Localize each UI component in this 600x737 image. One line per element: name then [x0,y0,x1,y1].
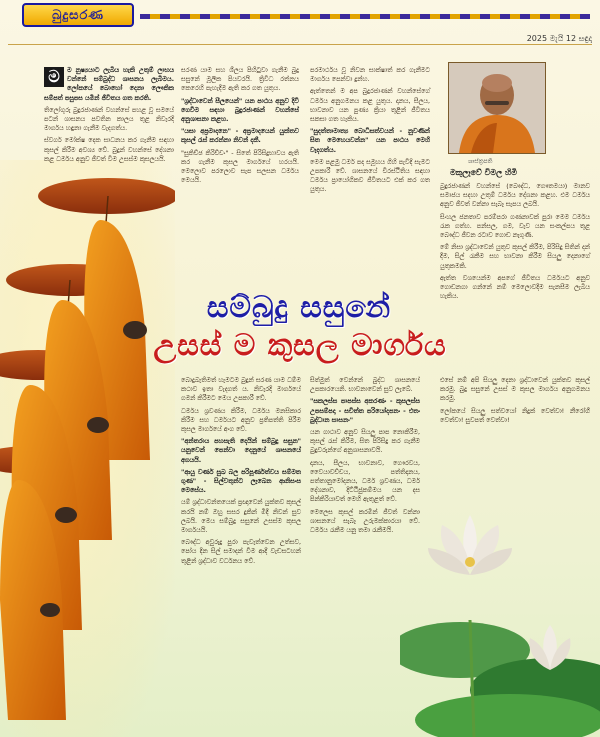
paragraph: දානය, සීලය, භාවනාව, ගෞරවය, වෛයාවච්චය, පත්තිදානය, පත්තානුමෝදනය, ධර්ම ශ්‍රවණය, ධර්ම දේශනාව, දිට්ඨිජුකම්මය යන දස පින්කිරියාවත් මෙහි ඇතුළත් වේ. [310,458,420,504]
paragraph: ඇත්තෙන් ම අප බුදුරජාණන් වහන්සේගේ ධර්මය අනුගමනය කළ යුතුය. දානය, සීලය, භාවනාව යන පුණ්‍ය ක්‍රියා තුළින් ජීවිතය සකසා ගත හැකිය. [310,87,430,124]
paragraph: සරණ යාම සහ ශීලය පිහිටුවා ගැනීම බුදු සසුනේ මූලික පියවරයි. ත්‍රිවිධ රත්නය කෙරෙහි පැහැදීම ඇති කර ගත යුතුය. [181,66,299,93]
article-column-2-top [181,66,299,188]
header-decorative-rule [140,14,590,19]
monks-illustration [0,160,175,737]
issue-date: 2025 මැයි 12 සඳුදා [526,34,592,43]
lotus-flower-illustration [400,420,600,737]
paragraph: බුදුරජාණන් වහන්සේ (බෞද්ධ, ගෞතමයා) මානව සමාජය සදහා උතුම් ධර්මය දේශනා කළහ. එම ධර්මය අනුව ජීවත් වන්නා සැබෑ සැපය ලබයි. [440,182,590,209]
pali-quote: "අන්තරාය පහසැති දෙයින් සම්බුදු සසුන" යනුවෙන් පෙන්වා දෙනුයේ ශාසනයේ අගයයි. [181,437,301,464]
paragraph: ලෝකයේ සියලු සත්වයෝ නිදුක් වෙත්වා! නීරෝගී වෙත්වා! සුවපත් වෙත්වා! [440,406,590,424]
monk-portrait-image [449,63,545,153]
paragraph: මෙම පළමු ධර්ම පද සමූහය ගිහි පැවිදි සැමට උපකාරී වේ. ශාසනයේ චිරස්ථිතිය සඳහා ධර්මය ප්‍රායෝගිකව ජීවිතයට එක් කර ගත යුතුය. [310,157,430,194]
paragraph: යම් ශ්‍රද්ධාවන්තයෙක් ප්‍රඥාවෙන් යුක්තව කුසල් කරයි නම් ඔහු සසර දුකින් මිදී නිවන් සුව ලබයි. මෙය සම්බුදු සසුනේ උසස්ම කුසල මාර්ගයයි. [181,498,301,535]
pali-quote: "ආයු වර්ණ සුඛ බල පරිපූර්ණත්වය සම්මත ගුණ" - සිල්වතුන්ට ලැබෙන ආනිසංස මෙසේය. [181,467,301,495]
lotus-bloom [428,515,512,575]
paragraph: ඇත්ත වශයෙන්ම අපගේ ජීවිතය ධර්මයට අනුව ගොඩනගා ගන්නේ නම් මෙලොවදීම සැනසීම ලැබිය හැකිය. [440,273,590,301]
article-title-line-1: සම්බුදු සසුනේ [206,290,392,325]
paragraph: මෙලෙස කුසල් කරමින් ජීවත් වන්නා ශාසනයේ සැබෑ උරුමක්කාරයා වේ. ධර්මය රැකීම යනු තමා රැකීමයි. [310,507,420,535]
paragraph: බෞද්ධ අවුරුදු පුරා පැවැත්වෙන උත්සව, පෝය දින සිල් සමාදන් වීම ආදී වැඩසටහන් තුළින් ශ්‍රද්ධාව වර්ධනය වේ. [181,538,301,565]
paragraph: තිලෝගුරු බුදුරජාණන් වහන්සේ පහළ වූ සමයේ පටන් ශාසනය පවතින කාලය තුළ නිවැරදි මාර්ගය හඳුනා ගැනීම වැදගත්ය. [44,105,174,133]
pali-verse: "සකලස්ස පාපස්ස අකරණං - කුසලස්ස උපසම්පදා - සචිත්ත පරියෝදපනං - එතං බුද්ධාන සාසනං" [310,397,420,424]
paragraph: බොදුබැතිමත් හැමටම බුදුන් සරණ යාම ධම්ම කථාව ඉතා වැදගත් ය. නිවැරදි මාර්ගයේ ගමන් කිරීමට මෙය උපකාරී වේ. [181,376,301,403]
paragraph: ස්වර්ග මෝක්ෂ දෙක සාධනය කර ගැනීම සඳහා කුසල් කිරීම අවශ්‍ය වේ. බුදුන් වහන්සේ දේශනා කළ ධර්මය අනුව ජීවත් වීම උසස්ම කුසලයයි. [44,136,174,163]
paragraph: එසේ නම් අපි සියලු දෙනා ශ්‍රද්ධාවෙන් යුක්තව කුසල් කරමු. බුදු සසුනේ උසස් ම කුසල මාර්ගය අනුගමනය කරමු. [440,376,590,403]
paragraph: "සුකිච්ඡ කිරිච්චං" - සිතේ පිරිසිදුභාවය ඇති කර ගැනීම කුසල මාර්ගයේ හරයයි. මෙලොව පරලොව සැප සලසන ධර්මය මෙයයි. [181,148,299,185]
paragraph: මේ නිසා ශ්‍රද්ධාවෙන් යුතුව කුසල් කිරීම, පිරිසිදු සිතින් දන් දීම, සිල් රැකීම සහ භාවනා කිරීම සියලු දෙනාගේ යුතුකමකි. [440,243,590,270]
paragraph: සිංහල ජනතාව පරම්පරා ගණනාවක් පුරා මෙම ධර්මය රැක ගත්හ. පන්සල, ගම, වැව යන සංකල්පය තුළ බෞද්ධ ජීවන රටාව ගොඩ නැගුණි. [440,212,590,240]
header-divider [8,44,592,45]
logo-text: බුදුසරණ [52,7,104,23]
article-column-2-bottom [181,376,301,569]
publication-logo [22,3,134,27]
paragraph: යන ගාථාව අනුව සියලු පාප නොකිරීම, කුසල් රැස් කිරීම, සිත පිරිසිදු කර ගැනීම බුදුවරුන්ගේ අනුශාසනාවයි. [310,428,420,455]
drop-cap: ම [44,67,64,87]
article-column-3-top [310,66,430,198]
article-column-1-top [44,66,174,167]
header-bar [0,0,600,34]
author-name: මකුලෑවේ විමල හිමි [450,168,518,177]
pali-quote: "යසා අප්‍රමාදනෙ" - අප්‍රමාදයෙන් යුක්තව කුසල් රැස් කරන්නා නිවන් දකී. [181,127,299,145]
paragraph: සිත්මුත් වෙන්නේ බුද්ධ ශාසනයේ උපකාරයෙනි. භාවනාවෙන් සුව ලැබේ. [310,376,420,394]
article-title-line-2: උසස් ම කුසල මාර්ගය [153,328,447,363]
article-column-4-mid [440,182,590,304]
paragraph: පරමාර්ථය වූ නිවන සාක්ෂාත් කර ගැනීමට මාර්ගය පෙන්වා දුන්හ. [310,66,430,84]
author-title-label: ශාස්ත්‍රපති [468,158,493,165]
author-photo [448,62,546,154]
lead-paragraph: ම නුෂ්‍යයාට ලැබිය හැකි උතුම් ලාභය වන්නේ සම්බුද්ධ ශාසනය ලැබීමය. ලෝකයේ බොහෝ දෙනා ලෞකික සම්පත් පසුපස යමින් ජීවිතය ගත කරති. [44,66,174,102]
pali-quote: "සුදත්තාමාත්‍ය බොධිසත්වයන් - නුවණින් සිත මෙහෙයවන්න" යන පාඨය මෙහි වැදගත්ය. [310,127,430,154]
pali-quote: "ශ්‍රද්ධාවෙන් සීලයෙන්" යන පාඨය අනුව දිවි ගෙවීම සඳහා බුදුරජාණන් වහන්සේ අනුශාසනා කළහ. [181,96,299,124]
paragraph: ධර්මය ශ්‍රවණය කිරීම, ධර්මය මනසිකාර කිරීම සහ ධර්මයට අනුව ප්‍රතිපත්ති පිරීම කුසල මාර්ගයේ අංග වේ. [181,406,301,434]
